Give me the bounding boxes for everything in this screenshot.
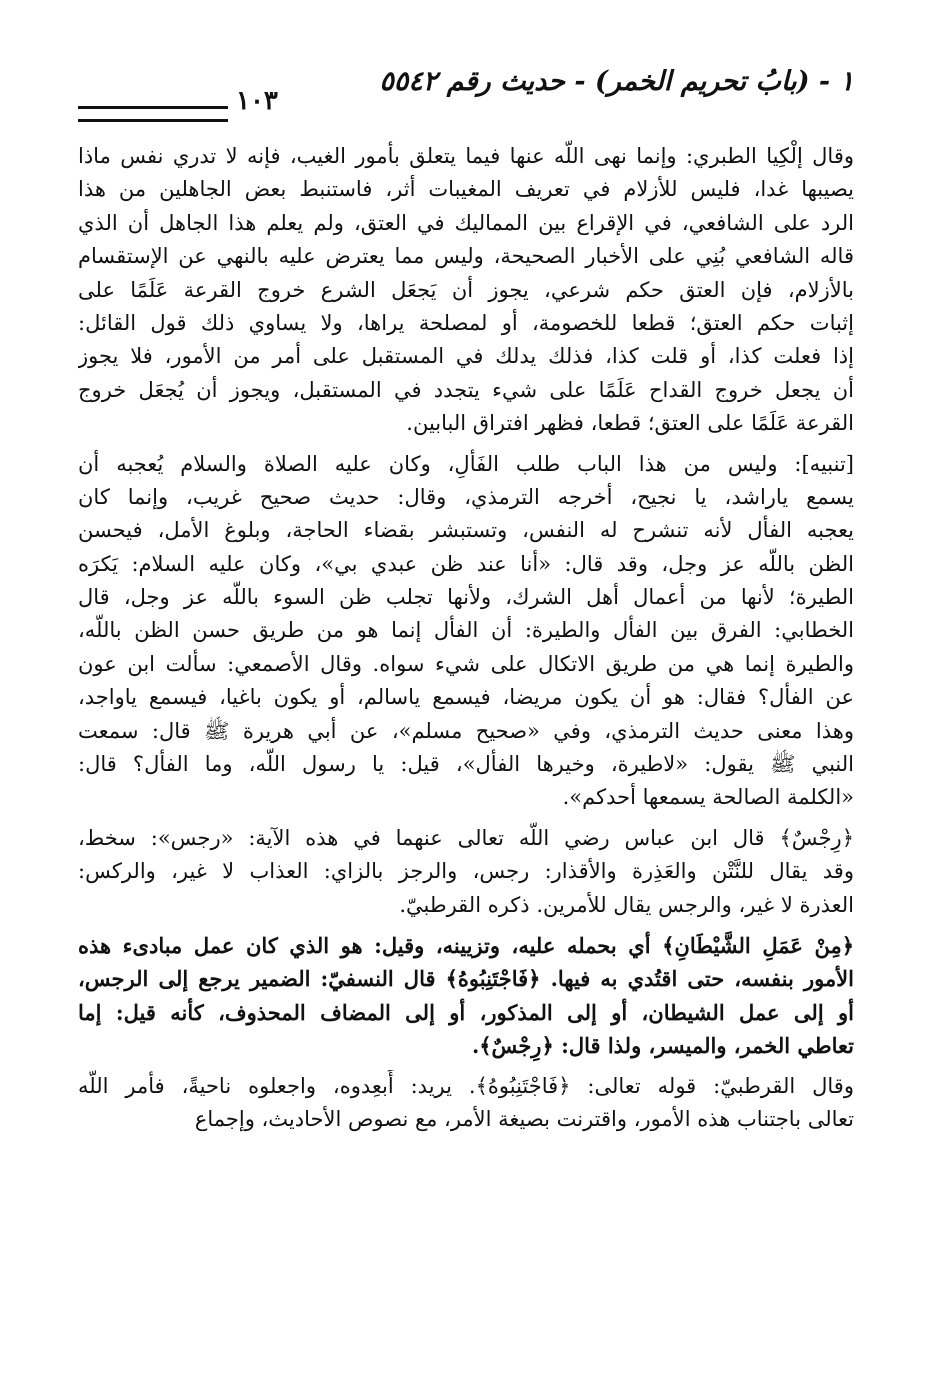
text-line: ﴿رِجْسٌ﴾ قال ابن عباس رضي اللَّه تعالى عنهما في هذه الآية: «رجس»: سخط، — [78, 825, 854, 850]
text-line: الأمور بنفسه، حتى اقتُدي به فيها. ﴿فَاجْتَنِبُوهُ﴾ قال النسفيّ: الضمير يرجع إلى الرجس، — [78, 966, 854, 992]
text-line: ﴿مِنْ عَمَلِ الشَّيْطَانِ﴾ أي بحمله عليه، وتزيينه، وقيل: هو الذي كان عمل مبادىء هذه — [78, 932, 854, 958]
text-line: النبي ﷺ يقول: «لاطيرة، وخيرها الفأل»، قيل: يا رسول اللَّه، وما الفأل؟ قال: — [78, 752, 854, 777]
text-line: قاله الشافعي بُنِي على الأخبار الصحيحة، وليس مما يعترض عليه بالنهي عن الإستقسام — [78, 244, 854, 269]
text-line: عن الفأل؟ فقال: هو أن يكون مريضا، فيسمع ياسالم، أو يكون باغيا، فيسمع ياواجد، — [78, 685, 854, 710]
paragraph — [78, 1070, 854, 1137]
text-line: يسمع ياراشد، يا نجيح، أخرجه الترمذي، وقال: حديث صحيح غريب، وإنما كان — [78, 484, 854, 509]
paragraph — [78, 822, 854, 922]
page-number: ١٠٣ — [228, 86, 286, 116]
text-line: وهذا معنى حديث الترمذي، وفي «صحيح مسلم»، عن أبي هريرة ﷺ قال: سمعت — [78, 718, 854, 743]
paragraph — [78, 448, 854, 815]
page-header — [78, 60, 854, 120]
text-line: والطيرة إنما هي من طريق الاتكال على شيء سواه. وقال الأصمعي: سألت ابن عون — [78, 651, 854, 676]
text-line: القرعة عَلَمًا على العتق؛ قطعا، فظهر افتراق البابين. — [406, 411, 854, 436]
text-line: إذا فعلت كذا، أو قلت كذا، فذلك يدلك في المستقبل على أمر من الأمور، فلا يجوز — [78, 344, 854, 369]
text-line: بالأزلام، فإن العتق حكم شرعي، يجوز أن يَجعَل الشرع خروج القرعة عَلَمًا على — [78, 277, 854, 302]
running-title: ١ - (بابُ تحريم الخمر) - حديث رقم ٥٥٤٢ — [379, 66, 854, 97]
text-line: «الكلمة الصالحة يسمعها أحدكم». — [562, 785, 854, 810]
text-line: إثبات حكم العتق؛ قطعا للخصومة، أو لمصلحة يراها، ولا يساوي ذلك قول القائل: — [78, 310, 854, 335]
text-line: وقد يقال للنَّتْن والعَذِرة والأقذار: رجس، والرجز بالزاي: العذاب لا غير، والركس: — [78, 859, 854, 884]
text-line: تعالى باجتناب هذه الأمور، واقترنت بصيغة الأمر، مع نصوص الأحاديث، وإجماع — [194, 1106, 854, 1131]
text-line: وقال إلْكِيا الطبري: وإنما نهى اللَّه عنها فيما يتعلق بأمور الغيب، فإنه لا تدري نفس ماذا — [78, 144, 854, 168]
text-line: [تنبيه]: وليس من هذا الباب طلب الفَأْلِ، وكان عليه الصلاة والسلام يُعجبه أن — [78, 451, 854, 476]
text-line: أن يجعل خروج القداح عَلَمًا على شيء يتجدد في المستقبل، ويجوز أن يُجعَل خروج — [78, 377, 854, 402]
paragraph — [78, 929, 854, 1063]
text-line: الطيرة؛ لأنها من أعمال أهل الشرك، ولأنها تجلب ظن السوء باللَّه عز وجل، قال — [78, 585, 854, 610]
text-line: يعجبه الفأل لأنه تنشرح له النفس، وتستبشر بقضاء الحاجة، وبلوغ الأمل، فيحسن — [78, 518, 854, 543]
text-line: أو إلى عمل الشيطان، أو إلى المذكور، أو إلى المضاف المحذوف، كأنه قيل: إما — [78, 999, 854, 1025]
text-line: العذرة لا غير، والرجس يقال للأمرين. ذكره القرطبيّ. — [399, 892, 854, 917]
text-line: الظن باللَّه عز وجل، وقد قال: «أنا عند ظن عبدي بي»، وكان عليه السلام: يَكرَه — [78, 551, 854, 576]
text-line: الخطابي: الفرق بين الفأل والطيرة: أن الفأل إنما هو من طريق حسن الظن باللَّه، — [78, 618, 854, 643]
paragraph — [78, 140, 854, 441]
text-line: يصيبها غدا، فليس للأزلام في تعريف المغيبات أثر، فاستنبط بعض الجاهلين من هذا — [78, 177, 854, 202]
body-text — [78, 140, 854, 1136]
text-line: وقال القرطبيّ: قوله تعالى: ﴿فَاجْتَنِبُوهُ﴾. يريد: أَبعِدوه، واجعلوه ناحيةً، فأمر اللَّه — [78, 1073, 854, 1098]
header-double-rule — [78, 106, 228, 122]
text-line: تعاطي الخمر، والميسر، ولذا قال: ﴿رِجْسٌ﴾. — [471, 1033, 854, 1059]
text-line: الرد على الشافعي، في الإقراع بين المماليك في العتق، ولم يعلم هذا الجاهل أن الذي — [78, 210, 854, 235]
